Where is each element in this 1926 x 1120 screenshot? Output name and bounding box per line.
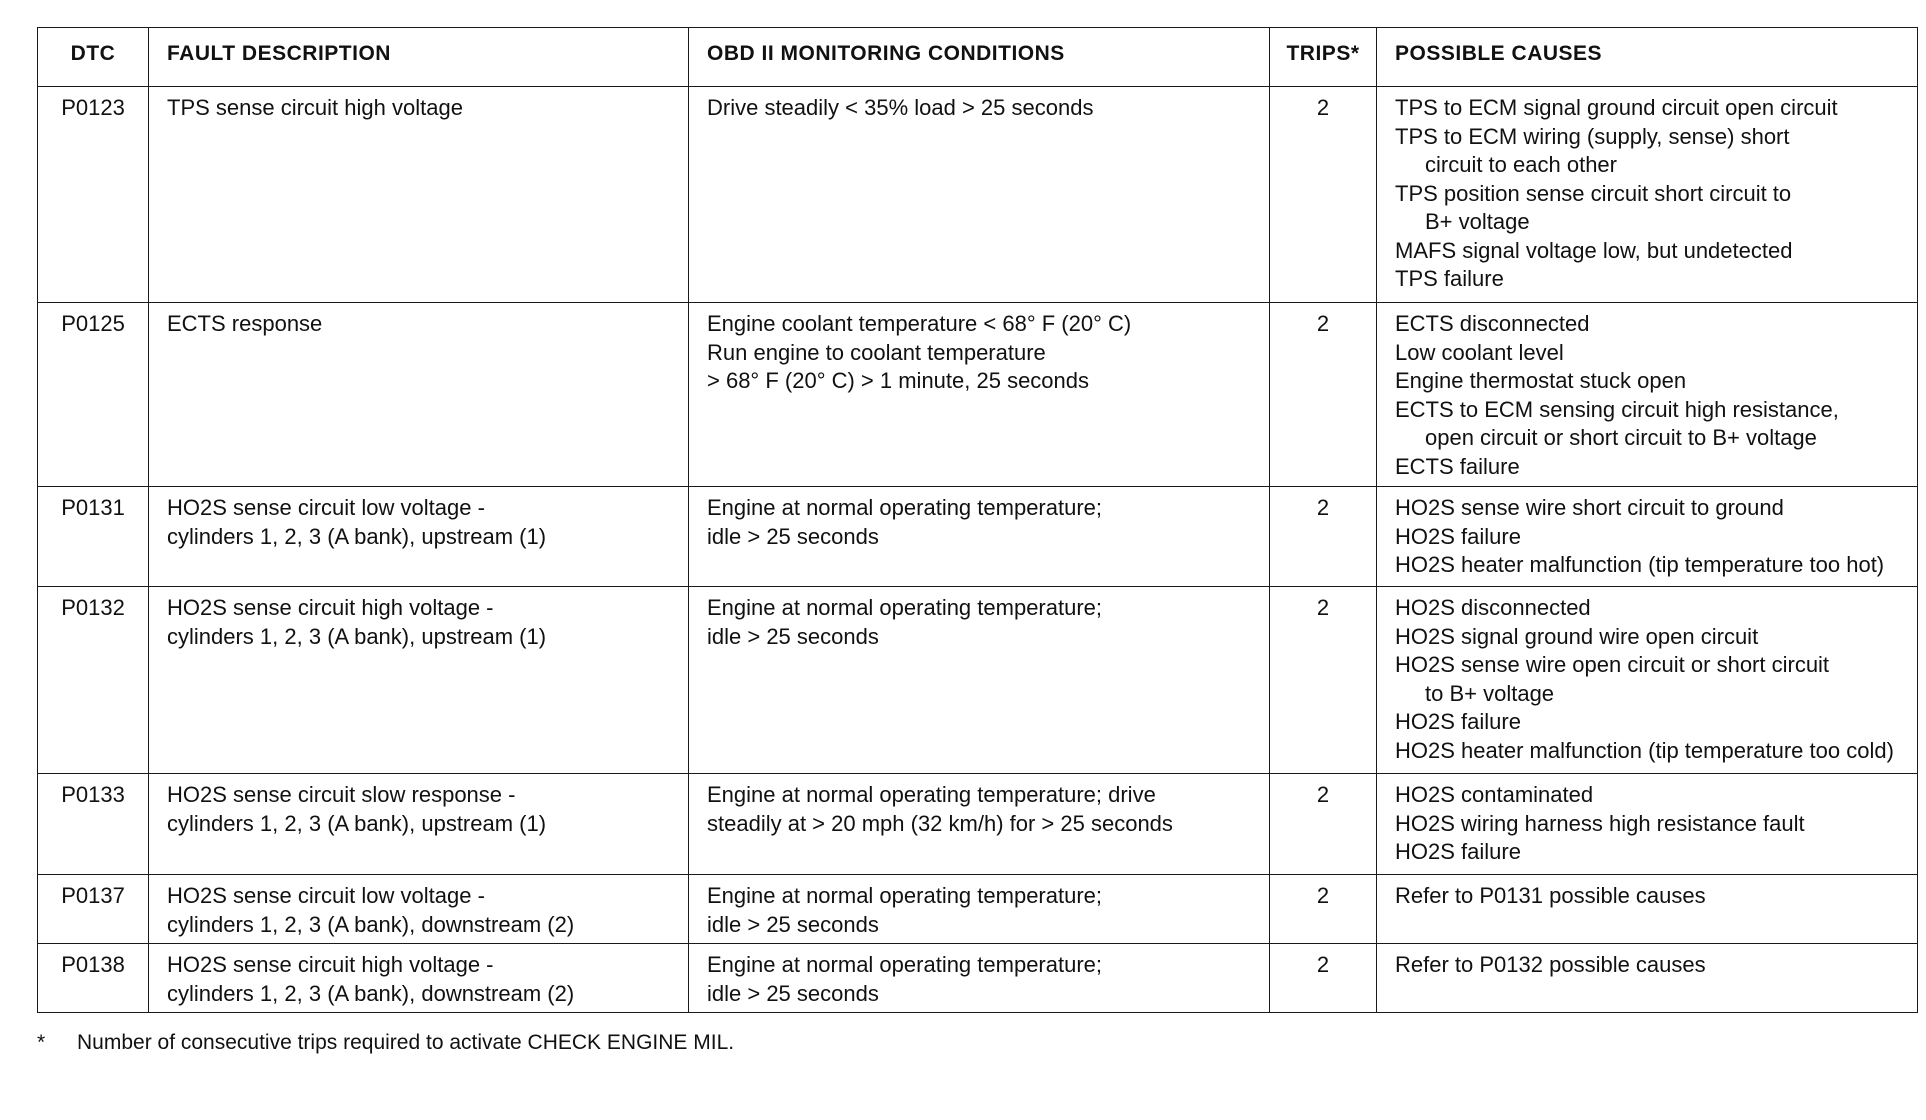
possible-cause-line: Low coolant level: [1395, 339, 1564, 365]
footnote-marker: *: [37, 1031, 46, 1054]
possible-cause-line: HO2S wiring harness high resistance fault: [1395, 810, 1805, 836]
possible-cause-line: open circuit or short circuit to B+ voltage: [1425, 425, 1817, 450]
dtc-code: P0138: [38, 944, 149, 1013]
fault-description-line: HO2S sense circuit low voltage -: [167, 883, 485, 908]
dtc-table-sheet: [37, 27, 1917, 1013]
table-row: [38, 944, 1918, 1013]
possible-causes: [1377, 487, 1918, 587]
trips-count: 2: [1270, 487, 1377, 587]
monitoring-condition-line: Drive steadily < 35% load > 25 seconds: [707, 95, 1094, 120]
dtc-code: P0133: [38, 774, 149, 875]
possible-cause-line: Refer to P0132 possible causes: [1395, 952, 1706, 977]
table-header-row: [38, 28, 1918, 87]
monitoring-condition-line: Engine at normal operating temperature;: [707, 952, 1103, 977]
monitoring-conditions: [689, 487, 1270, 587]
possible-cause-line: TPS failure: [1395, 266, 1504, 291]
possible-cause-line: HO2S disconnected: [1395, 595, 1591, 620]
possible-cause-line: TPS position sense circuit short circuit to: [1395, 180, 1792, 206]
footnote-text: Number of consecutive trips required to activate CHECK ENGINE MIL.: [77, 1031, 735, 1054]
possible-cause-line: HO2S heater malfunction (tip temperature too cold): [1395, 737, 1894, 763]
trips-count: 2: [1270, 944, 1377, 1013]
fault-description-line: ECTS response: [167, 311, 323, 336]
fault-description-line: HO2S sense circuit high voltage -: [167, 952, 494, 977]
possible-cause-line: MAFS signal voltage low, but undetected: [1395, 237, 1793, 263]
monitoring-condition-line: Engine at normal operating temperature;: [707, 495, 1103, 520]
possible-cause-line: ECTS disconnected: [1395, 311, 1590, 336]
dtc-code: P0123: [38, 87, 149, 303]
possible-cause-line: HO2S signal ground wire open circuit: [1395, 623, 1759, 649]
monitoring-condition-line: Engine at normal operating temperature;: [707, 595, 1103, 620]
monitoring-condition-line: > 68° F (20° C) > 1 minute, 25 seconds: [707, 368, 1090, 393]
possible-cause-line: to B+ voltage: [1425, 680, 1555, 706]
possible-causes: [1377, 303, 1918, 487]
possible-cause-line: HO2S heater malfunction (tip temperature too hot): [1395, 552, 1885, 577]
possible-cause-line: ECTS to ECM sensing circuit high resistance,: [1395, 396, 1839, 422]
monitoring-condition-line: Engine at normal operating temperature; drive: [707, 782, 1156, 807]
fault-description-line: HO2S sense circuit low voltage -: [167, 495, 485, 520]
possible-cause-line: Refer to P0131 possible causes: [1395, 883, 1706, 908]
possible-cause-line: Engine thermostat stuck open: [1395, 368, 1687, 393]
possible-cause-line: TPS to ECM signal ground circuit open circuit: [1395, 95, 1838, 120]
possible-cause-line: HO2S failure: [1395, 523, 1521, 549]
dtc-table: [37, 27, 1918, 1013]
trips-count: 2: [1270, 303, 1377, 487]
monitoring-condition-line: Run engine to coolant temperature: [707, 339, 1046, 365]
possible-cause-line: HO2S sense wire short circuit to ground: [1395, 495, 1784, 520]
fault-description-line: cylinders 1, 2, 3 (A bank), upstream (1): [167, 623, 547, 649]
table-row: [38, 87, 1918, 303]
table-row: [38, 303, 1918, 487]
possible-causes: [1377, 774, 1918, 875]
dtc-code: P0131: [38, 487, 149, 587]
table-row: [38, 487, 1918, 587]
trips-count: 2: [1270, 875, 1377, 944]
possible-cause-line: HO2S sense wire open circuit or short circuit: [1395, 652, 1830, 677]
header-trips: TRIPS*: [1270, 28, 1377, 87]
possible-causes: [1377, 587, 1918, 774]
monitoring-condition-line: idle > 25 seconds: [707, 523, 879, 549]
fault-description: [149, 303, 689, 487]
footnote: [37, 1031, 734, 1055]
dtc-code: P0132: [38, 587, 149, 774]
monitoring-conditions: [689, 303, 1270, 487]
header-dtc: DTC: [38, 28, 149, 87]
fault-description-line: HO2S sense circuit slow response -: [167, 782, 516, 807]
monitoring-condition-line: Engine at normal operating temperature;: [707, 883, 1103, 908]
monitoring-conditions: [689, 944, 1270, 1013]
fault-description: [149, 774, 689, 875]
possible-causes: [1377, 875, 1918, 944]
monitoring-condition-line: idle > 25 seconds: [707, 623, 879, 649]
possible-cause-line: HO2S failure: [1395, 709, 1521, 734]
fault-description-line: cylinders 1, 2, 3 (A bank), downstream (2): [167, 911, 575, 937]
trips-count: 2: [1270, 87, 1377, 303]
possible-cause-line: circuit to each other: [1425, 152, 1617, 177]
fault-description-line: cylinders 1, 2, 3 (A bank), downstream (2): [167, 980, 575, 1006]
table-row: [38, 587, 1918, 774]
fault-description-line: TPS sense circuit high voltage: [167, 95, 463, 120]
possible-cause-line: HO2S contaminated: [1395, 782, 1594, 807]
monitoring-condition-line: steadily at > 20 mph (32 km/h) for > 25 seconds: [707, 810, 1173, 836]
monitoring-conditions: [689, 587, 1270, 774]
fault-description: [149, 87, 689, 303]
monitoring-condition-line: Engine coolant temperature < 68° F (20° C): [707, 311, 1132, 336]
monitoring-condition-line: idle > 25 seconds: [707, 980, 879, 1006]
fault-description: [149, 587, 689, 774]
fault-description: [149, 487, 689, 587]
possible-cause-line: ECTS failure: [1395, 453, 1520, 479]
dtc-code: P0125: [38, 303, 149, 487]
trips-count: 2: [1270, 774, 1377, 875]
header-monitoring-conditions: OBD II MONITORING CONDITIONS: [689, 28, 1270, 87]
dtc-code: P0137: [38, 875, 149, 944]
trips-count: 2: [1270, 587, 1377, 774]
monitoring-conditions: [689, 87, 1270, 303]
table-row: [38, 875, 1918, 944]
monitoring-condition-line: idle > 25 seconds: [707, 911, 879, 937]
fault-description: [149, 875, 689, 944]
possible-cause-line: HO2S failure: [1395, 839, 1521, 864]
fault-description-line: cylinders 1, 2, 3 (A bank), upstream (1): [167, 523, 547, 549]
header-possible-causes: POSSIBLE CAUSES: [1377, 28, 1918, 87]
fault-description-line: cylinders 1, 2, 3 (A bank), upstream (1): [167, 810, 547, 836]
possible-causes: [1377, 944, 1918, 1013]
fault-description: [149, 944, 689, 1013]
possible-causes: [1377, 87, 1918, 303]
possible-cause-line: B+ voltage: [1425, 209, 1530, 234]
table-row: [38, 774, 1918, 875]
monitoring-conditions: [689, 774, 1270, 875]
monitoring-conditions: [689, 875, 1270, 944]
table-body: [38, 87, 1918, 1013]
fault-description-line: HO2S sense circuit high voltage -: [167, 595, 494, 620]
header-fault-description: FAULT DESCRIPTION: [149, 28, 689, 87]
possible-cause-line: TPS to ECM wiring (supply, sense) short: [1395, 123, 1790, 149]
